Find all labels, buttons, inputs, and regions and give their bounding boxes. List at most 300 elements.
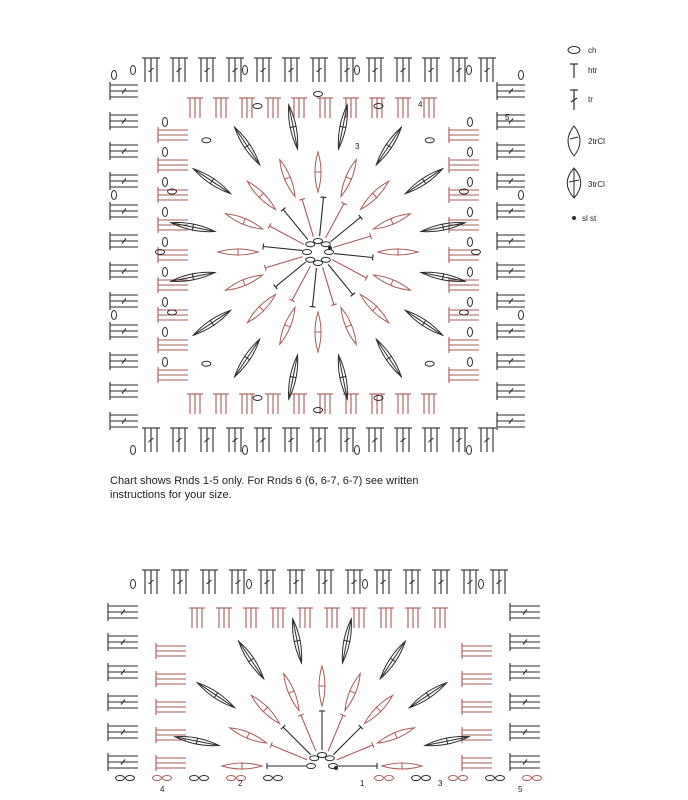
tr-stitch: [366, 58, 372, 82]
tr-stitch: [110, 298, 138, 304]
tr-stitch: [192, 394, 198, 414]
chain-oval: [468, 328, 473, 337]
tr-stitch: [158, 137, 188, 143]
3trcl-stitch: [380, 641, 405, 678]
tr-stitch: [337, 742, 374, 760]
tr-stitch: [197, 98, 203, 118]
tr-stitch: [156, 765, 186, 771]
tr-stitch: [497, 88, 525, 94]
tr-stitch: [497, 214, 525, 220]
chain-oval: [163, 328, 168, 337]
chain-oval: [385, 776, 394, 781]
tr-stitch: [244, 98, 250, 118]
tr-stitch: [400, 98, 406, 118]
tr-stitch: [378, 58, 384, 82]
tr-stitch: [462, 709, 492, 715]
tr-stitch: [108, 663, 138, 669]
chain-oval: [303, 250, 312, 255]
2trcl-stitch: [230, 728, 267, 743]
tr-stitch: [158, 367, 188, 373]
tr-stitch: [400, 58, 406, 82]
tr-stitch: [158, 132, 188, 138]
2trcl-stitch-icon: [568, 126, 580, 156]
tr-stitch: [275, 98, 281, 118]
tr-stitch: [333, 725, 363, 755]
tr-stitch: [510, 603, 540, 609]
tr-stitch: [462, 760, 492, 766]
chain-oval: [163, 358, 168, 367]
tr-stitch: [156, 681, 186, 687]
tr-stitch: [263, 244, 302, 251]
tr-stitch: [266, 428, 272, 452]
chain-oval: [126, 776, 135, 781]
tr-stitch: [310, 58, 316, 82]
tr-stitch: [158, 187, 188, 193]
tr-stitch: [260, 58, 266, 82]
3trcl-stitch: [376, 339, 401, 376]
tr-stitch: [426, 394, 432, 414]
tr-stitch: [510, 609, 540, 615]
svg-text:3trCl: 3trCl: [588, 180, 605, 189]
svg-text:tr: tr: [588, 95, 593, 104]
2trcl-stitch: [284, 674, 299, 711]
tr-stitch: [462, 676, 492, 682]
tr-stitch: [212, 570, 218, 594]
tr-stitch: [260, 428, 266, 452]
tr-stitch: [497, 358, 525, 364]
half-chain-ring: [116, 753, 542, 781]
tr-stitch: [176, 58, 182, 82]
caption-line-1: Chart shows Rnds 1-5 only. For Rnds 6 (6, 6-7, 6-7) see written: [110, 475, 419, 487]
tr-stitch: [108, 639, 138, 645]
tr-stitch: [497, 274, 525, 280]
tr-stitch: [497, 352, 525, 358]
tr-stitch: [462, 699, 492, 705]
tr-stitch: [226, 608, 232, 628]
chain-oval: [519, 311, 524, 320]
tr-stitch: [254, 428, 260, 452]
tr-stitch: [148, 58, 154, 82]
tr-stitch: [110, 394, 138, 400]
2trcl-stitch: [226, 275, 263, 290]
chain-oval: [459, 776, 468, 781]
tr-stitch: [156, 643, 186, 649]
chain-oval: [519, 191, 524, 200]
tr-stitch: [258, 570, 264, 594]
chain-oval: [412, 776, 421, 781]
tr-stitch: [497, 334, 525, 340]
3trcl-stitch: [289, 105, 298, 149]
tr-stitch: [462, 653, 492, 659]
tr-stitch: [299, 570, 305, 594]
chain-oval: [131, 580, 136, 589]
tr-stitch: [374, 394, 380, 414]
tr-stitch: [275, 608, 281, 628]
tr-stitch: [473, 570, 479, 594]
outer-border-stitches: [110, 58, 525, 455]
tr-stitch: [171, 570, 177, 594]
tr-stitch: [357, 570, 363, 594]
tr-stitch: [421, 394, 427, 414]
tr-stitch: [449, 347, 479, 353]
tr-stitch: [110, 232, 138, 238]
half-round-label-1: 1: [360, 779, 365, 788]
chain-oval: [355, 66, 360, 75]
half-inner-border-stitches: [156, 608, 492, 771]
tr-stitch: [110, 94, 138, 100]
tr-stitch: [198, 58, 204, 82]
tr-stitch: [232, 428, 238, 452]
tr-stitch: [108, 693, 138, 699]
3trcl-stitch: [405, 169, 442, 194]
round-label-3: 3: [355, 142, 360, 151]
chain-oval: [314, 408, 323, 413]
tr-stitch: [326, 202, 347, 238]
tr-stitch: [158, 217, 188, 223]
chain-ring: [303, 239, 334, 266]
tr-stitch: [449, 372, 479, 378]
chain-oval: [468, 268, 473, 277]
chain-oval: [131, 446, 136, 455]
tr-stitch: [361, 608, 367, 628]
tr-stitch: [110, 382, 138, 388]
tr-stitch: [316, 428, 322, 452]
tr-stitch: [156, 755, 186, 761]
chain-oval: [533, 776, 542, 781]
tr-stitch: [158, 347, 188, 353]
chain-oval: [227, 776, 236, 781]
tr-stitch: [316, 58, 322, 82]
tr-stitch: [204, 58, 210, 82]
tr-stitch: [291, 394, 297, 414]
chain-oval: [468, 298, 473, 307]
tr-stitch: [238, 58, 244, 82]
chain-oval: [163, 238, 168, 247]
tr-stitch: [204, 428, 210, 452]
tr-stitch: [510, 675, 540, 681]
tr-stitch: [156, 699, 186, 705]
tr-stitch: [462, 755, 492, 761]
tr-stitch: [372, 58, 378, 82]
svg-text:sl st: sl st: [582, 214, 597, 223]
tr-stitch: [108, 603, 138, 609]
tr-stitch: [462, 643, 492, 649]
tr-stitch: [432, 570, 438, 594]
tr-stitch: [297, 608, 303, 628]
tr-stitch: [158, 167, 188, 173]
tr-stitch: [431, 394, 437, 414]
chain-oval: [163, 776, 172, 781]
half-center-ray-stitches: [175, 619, 469, 770]
tr-stitch: [288, 58, 294, 82]
tr-stitch: [218, 394, 224, 414]
tr-stitch: [288, 428, 294, 452]
tr-stitch: [496, 570, 502, 594]
tr-stitch: [108, 705, 138, 711]
tr-stitch: [156, 704, 186, 710]
tr-stitch: [438, 570, 444, 594]
tr-stitch: [213, 394, 219, 414]
chain-oval: [479, 580, 484, 589]
slip-stitch-dot-icon: [572, 216, 576, 220]
half-outer-border-stitches: [108, 570, 540, 771]
tr-stitch: [497, 232, 525, 238]
2trcl-stitch: [360, 181, 388, 209]
chain-oval: [202, 138, 211, 143]
tr-stitch: [177, 570, 183, 594]
chain-oval: [425, 361, 434, 366]
tr-stitch: [372, 428, 378, 452]
tr-stitch: [108, 729, 138, 735]
chain-oval: [253, 104, 262, 109]
tr-stitch: [410, 608, 416, 628]
chain-oval: [274, 776, 283, 781]
tr-stitch: [510, 615, 540, 621]
tr-stitch: [432, 608, 438, 628]
tr-stitch: [510, 723, 540, 729]
tr-stitch: [182, 428, 188, 452]
3trcl-stitch: [197, 683, 234, 708]
chain-oval: [325, 756, 334, 761]
2trcl-stitch: [251, 695, 279, 723]
tr-stitch: [329, 608, 335, 628]
tr-stitch: [158, 337, 188, 343]
tr-stitch: [182, 58, 188, 82]
tr-stitch: [497, 148, 525, 154]
3trcl-stitch: [342, 619, 351, 663]
tr-stitch: [380, 570, 386, 594]
chain-oval: [486, 776, 495, 781]
tr-stitch: [497, 418, 525, 424]
3trcl-stitch: [239, 641, 264, 678]
tr-stitch: [244, 394, 250, 414]
tr-stitch: [497, 238, 525, 244]
tr-stitch: [243, 608, 249, 628]
tr-stitch: [229, 570, 235, 594]
tr-stitch: [301, 394, 307, 414]
tr-stitch: [449, 282, 479, 288]
tr-stitch: [158, 192, 188, 198]
tr-stitch: [317, 98, 323, 118]
3trcl-stitch: [289, 355, 298, 399]
tr-stitch: [270, 742, 307, 760]
tr-stitch: [394, 428, 400, 452]
tr-stitch: [232, 58, 238, 82]
tr-stitch: [449, 162, 479, 168]
chain-oval: [314, 239, 323, 244]
tr-stitch: [353, 394, 359, 414]
tr-stitch: [449, 252, 479, 258]
chain-oval: [310, 756, 319, 761]
2trcl-stitch: [247, 294, 275, 322]
tr-stitch: [510, 639, 540, 645]
chain-oval: [307, 764, 316, 769]
tr-stitch: [510, 705, 540, 711]
tr-stitch: [510, 759, 540, 765]
tr-stitch: [400, 394, 406, 414]
tr-stitch: [328, 714, 346, 751]
chain-oval: [314, 92, 323, 97]
tr-stitch: [394, 58, 400, 82]
tr-stitch: [510, 693, 540, 699]
tr-stitch: [289, 266, 310, 302]
tr-stitch: [148, 428, 154, 452]
tr-stitch: [406, 58, 412, 82]
chain-oval: [243, 66, 248, 75]
tr-stitch: [497, 154, 525, 160]
tr-stitch: [462, 58, 468, 82]
tr-stitch: [478, 428, 484, 452]
tr-stitch: [497, 208, 525, 214]
tr-stitch: [154, 58, 160, 82]
tr-stitch: [187, 394, 193, 414]
tr-stitch: [108, 759, 138, 765]
svg-text:htr: htr: [588, 66, 598, 75]
tr-stitch: [226, 58, 232, 82]
chain-oval: [200, 776, 209, 781]
tr-stitch: [497, 178, 525, 184]
tr-stitch: [461, 570, 467, 594]
chain-oval: [375, 776, 384, 781]
tr-stitch: [142, 428, 148, 452]
tr-stitch: [296, 98, 302, 118]
tr-stitch: [280, 608, 286, 628]
htr-stitch-icon: [570, 64, 578, 78]
tr-stitch: [108, 633, 138, 639]
chain-oval: [519, 71, 524, 80]
tr-stitch: [484, 428, 490, 452]
tr-stitch: [266, 58, 272, 82]
tr-stitch: [223, 394, 229, 414]
tr-stitch: [449, 257, 479, 263]
tr-stitch: [282, 58, 288, 82]
tr-stitch: [510, 765, 540, 771]
tr-stitch: [327, 98, 333, 118]
tr-stitch: [296, 394, 302, 414]
legend-item-sl-st: [572, 214, 597, 223]
tr-stitch: [221, 608, 227, 628]
2trcl-stitch: [222, 762, 262, 769]
chain-oval: [422, 776, 431, 781]
tr-stitch: [110, 292, 138, 298]
chain-oval: [112, 191, 117, 200]
tr-stitch: [291, 98, 297, 118]
tr-stitch: [497, 82, 525, 88]
tr-stitch: [110, 202, 138, 208]
tr-stitch: [248, 608, 254, 628]
2trcl-stitch: [318, 666, 325, 706]
tr-stitch: [293, 570, 299, 594]
tr-stitch: [338, 58, 344, 82]
tr-stitch: [110, 412, 138, 418]
tr-stitch: [226, 428, 232, 452]
tr-stitch: [366, 428, 372, 452]
tr-stitch: [449, 137, 479, 143]
tr-stitch: [497, 262, 525, 268]
chain-oval: [163, 208, 168, 217]
tr-stitch: [156, 732, 186, 738]
3trcl-stitch: [193, 310, 230, 335]
tr-stitch: [294, 428, 300, 452]
chain-oval: [449, 776, 458, 781]
tr-stitch: [510, 645, 540, 651]
tr-stitch: [307, 608, 313, 628]
tr-stitch: [510, 669, 540, 675]
tr-stitch: [158, 197, 188, 203]
stitch-legend: [560, 40, 680, 230]
tr-stitch: [267, 763, 306, 769]
chain-oval: [321, 242, 330, 247]
tr-stitch: [110, 274, 138, 280]
tr-stitch: [265, 394, 271, 414]
tr-stitch: [462, 681, 492, 687]
tr-stitch: [449, 377, 479, 383]
tr-stitch: [322, 98, 328, 118]
caption-line-2: instructions for your size.: [110, 489, 232, 501]
tr-stitch: [386, 570, 392, 594]
tr-stitch: [322, 570, 328, 594]
legend-item-tr: [570, 90, 593, 110]
3trcl-stitch: [235, 127, 260, 164]
tr-stitch: [431, 98, 437, 118]
tr-stitch: [497, 202, 525, 208]
tr-stitch: [156, 760, 186, 766]
2trcl-stitch: [341, 307, 356, 344]
tr-stitch: [158, 317, 188, 323]
chain-oval: [468, 148, 473, 157]
tr-stitch: [110, 322, 138, 328]
chain-oval: [468, 238, 473, 247]
legend-item-2trcl: [568, 126, 605, 156]
2trcl-stitch: [373, 214, 410, 229]
half-round-label-5: 5: [518, 785, 523, 794]
tr-stitch: [395, 98, 401, 118]
half-motif-chart: [100, 556, 550, 796]
tr-stitch: [110, 154, 138, 160]
tr-stitch: [158, 342, 188, 348]
2trcl-stitch: [314, 152, 321, 192]
tr-stitch: [344, 58, 350, 82]
tr-stitch: [444, 570, 450, 594]
tr-stitch: [265, 98, 271, 118]
tr-stitch: [187, 98, 193, 118]
tr-stitch: [442, 608, 448, 628]
tr-stitch: [456, 58, 462, 82]
tr-stitch: [254, 58, 260, 82]
slip-stitch-dot: [334, 766, 338, 770]
tr-stitch: [449, 217, 479, 223]
tr-stitch: [270, 570, 276, 594]
tr-stitch: [110, 304, 138, 310]
tr-stitch: [170, 428, 176, 452]
3trcl-stitch: [409, 683, 446, 708]
2trcl-stitch: [378, 248, 418, 255]
chain-oval: [523, 776, 532, 781]
round-label-4: 4: [418, 100, 423, 109]
tr-stitch: [497, 328, 525, 334]
tr-stitch: [108, 699, 138, 705]
tr-stitch: [110, 82, 138, 88]
tr-stitch: [239, 394, 245, 414]
tr-stitch: [108, 615, 138, 621]
tr-stitch: [275, 394, 281, 414]
svg-text:ch: ch: [588, 46, 597, 55]
tr-stitch: [158, 157, 188, 163]
tr-stitch: [239, 98, 245, 118]
tr-stitch: [110, 88, 138, 94]
chain-oval: [163, 298, 168, 307]
tr-stitch: [484, 58, 490, 82]
